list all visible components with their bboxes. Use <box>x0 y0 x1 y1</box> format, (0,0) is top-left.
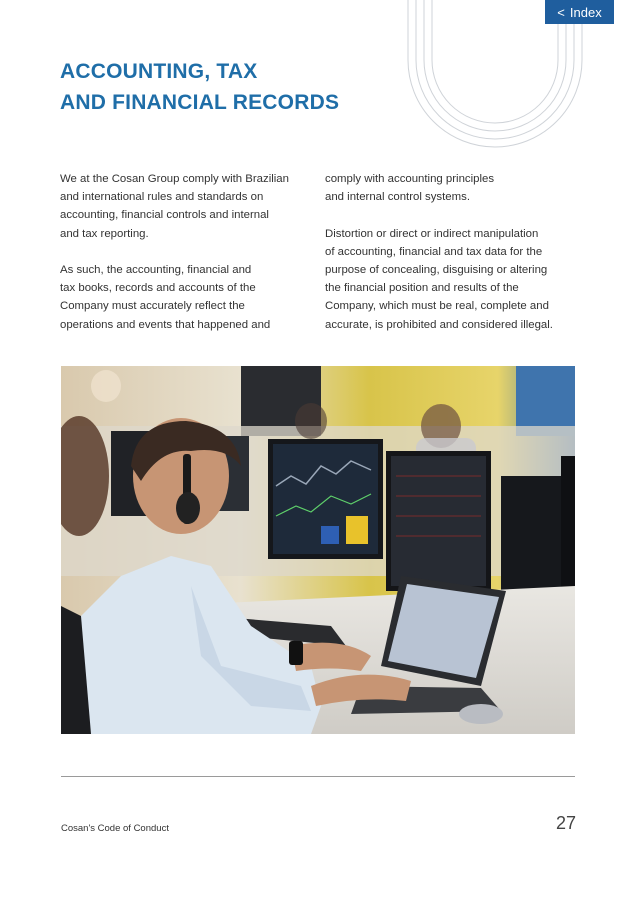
title-line-1: ACCOUNTING, TAX <box>60 60 258 83</box>
decorative-arcs <box>400 0 590 160</box>
text-line: and international rules and standards on <box>60 191 264 204</box>
body-column-right <box>325 170 575 352</box>
text-line: of accounting, financial and tax data for the <box>325 245 543 258</box>
text-line: purpose of concealing, disguising or altering <box>325 264 548 276</box>
text-line: and internal control systems. <box>325 191 470 204</box>
footer-divider <box>61 776 575 777</box>
text-line: As such, the accounting, financial and <box>60 264 252 276</box>
office-trader-photo <box>61 366 575 734</box>
text-line: operations and events that happened and <box>60 318 271 331</box>
index-label: Index <box>569 4 602 20</box>
text-line: Company must accurately reflect the <box>60 300 245 313</box>
body-column-left <box>60 170 310 352</box>
text-line: tax books, records and accounts of the <box>60 282 256 295</box>
index-button[interactable] <box>545 0 614 24</box>
text-line: accounting, financial controls and internal <box>60 209 269 222</box>
footer-document-name: Cosan's Code of Conduct <box>61 823 169 834</box>
title-line-2: AND FINANCIAL RECORDS <box>60 91 340 114</box>
text-line: and tax reporting. <box>60 227 149 240</box>
text-line: Company, which must be real, complete and <box>325 300 549 313</box>
paragraph <box>325 170 575 206</box>
page-title <box>60 56 400 118</box>
chevron-left-icon: < <box>557 4 565 20</box>
text-line: accurate, is prohibited and considered illegal. <box>325 318 553 331</box>
text-line: the financial position and results of the <box>325 282 519 295</box>
text-line: We at the Cosan Group comply with Brazilian <box>60 173 289 185</box>
page-number: 27 <box>555 813 576 833</box>
paragraph <box>60 170 310 243</box>
paragraph <box>60 261 310 334</box>
text-line: Distortion or direct or indirect manipulation <box>325 227 539 240</box>
text-line: comply with accounting principles <box>325 173 495 185</box>
paragraph <box>325 225 575 334</box>
